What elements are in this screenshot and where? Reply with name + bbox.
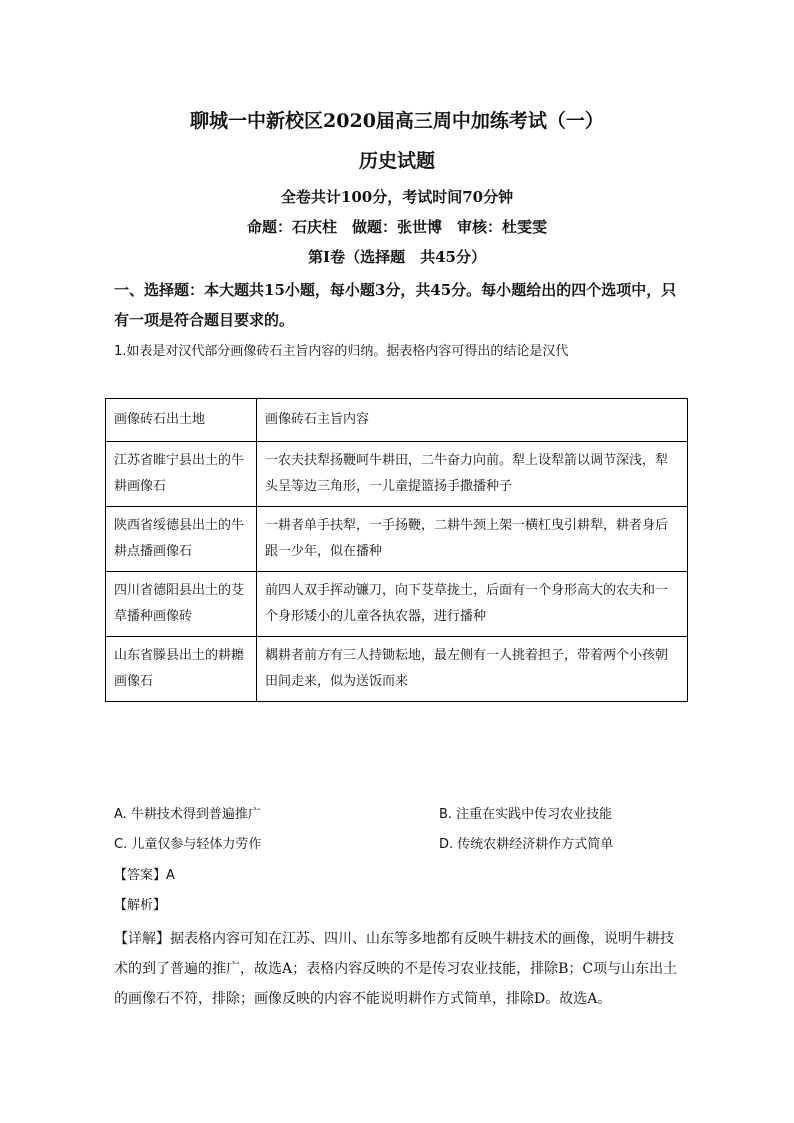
table-cell: 山东省滕县出土的耕耱画像石: [106, 637, 257, 702]
table-cell: 耦耕者前方有三人持锄耘地，最左侧有一人挑着担子，带着两个小孩朝田间走来，似为送饭而来: [257, 637, 688, 702]
option-c: C. 儿童仅参与轻体力劳作: [114, 837, 262, 852]
analysis-label: 【解析】: [114, 898, 167, 913]
exam-info: 全卷共计100分，考试时间70分钟: [280, 188, 514, 206]
table-cell: 前四人双手挥动镰刀，向下芟草拢土，后面有一个身形高大的农夫和一个身形矮小的儿童各执农器，进行播种: [257, 572, 688, 637]
table-cell: 陕西省绥德县出土的牛耕点播画像石: [106, 507, 257, 572]
answer-line: 【答案】A: [114, 868, 175, 883]
table-cell: 一耕者单手扶犁，一手扬鞭，二耕牛颈上架一横杠曳引耕犁，耕者身后跟一少年，似在播种: [257, 507, 688, 572]
option-a: A. 牛耕技术得到普遍推广: [114, 807, 261, 822]
table-row: [106, 572, 688, 637]
table-header-cell: 画像砖石出土地: [106, 399, 257, 442]
question-stem: 1.如表是对汉代部分画像砖石主旨内容的归纳。据表格内容可得出的结论是汉代: [114, 344, 569, 359]
table-cell: 一农夫扶犁扬鞭呵牛耕田，二牛奋力向前。犁上设犁箭以调节深浅，犁头呈等边三角形，一儿童提篮扬手撒播种子: [257, 442, 688, 507]
table-row: [106, 507, 688, 572]
data-table: [105, 398, 688, 702]
table-cell: 江苏省睢宁县出土的牛耕画像石: [106, 442, 257, 507]
detail-explanation: 【详解】据表格内容可知在江苏、四川、山东等多地都有反映牛耕技术的画像，说明牛耕技术的到了普遍的推广，故选A；表格内容反映的不是传习农业技能，排除B；C项与山东出土的画像石不符，排除；画像反映的内容不能说明耕作方式简单，排除D。故选A。: [114, 931, 678, 1007]
subject-title: 历史试题: [358, 150, 435, 172]
table-header-row: [106, 399, 688, 442]
table-row: [106, 442, 688, 507]
exam-title: 聊城一中新校区2020届高三周中加练考试（一）: [190, 110, 604, 132]
table-row: [106, 637, 688, 702]
volume-title: 第Ⅰ卷（选择题 共45分）: [308, 248, 486, 266]
exam-staff: 命题：石庆柱 做题：张世博 审核：杜雯雯: [246, 218, 547, 236]
section-instruction: 一、选择题：本大题共15小题，每小题3分，共45分。每小题给出的四个选项中，只有一项是符合题目要求的。: [114, 281, 677, 329]
table-header-cell: 画像砖石主旨内容: [257, 399, 688, 442]
option-d: D. 传统农耕经济耕作方式简单: [439, 837, 614, 852]
option-b: B. 注重在实践中传习农业技能: [439, 807, 613, 822]
table-cell: 四川省德阳县出土的芟草播种画像砖: [106, 572, 257, 637]
